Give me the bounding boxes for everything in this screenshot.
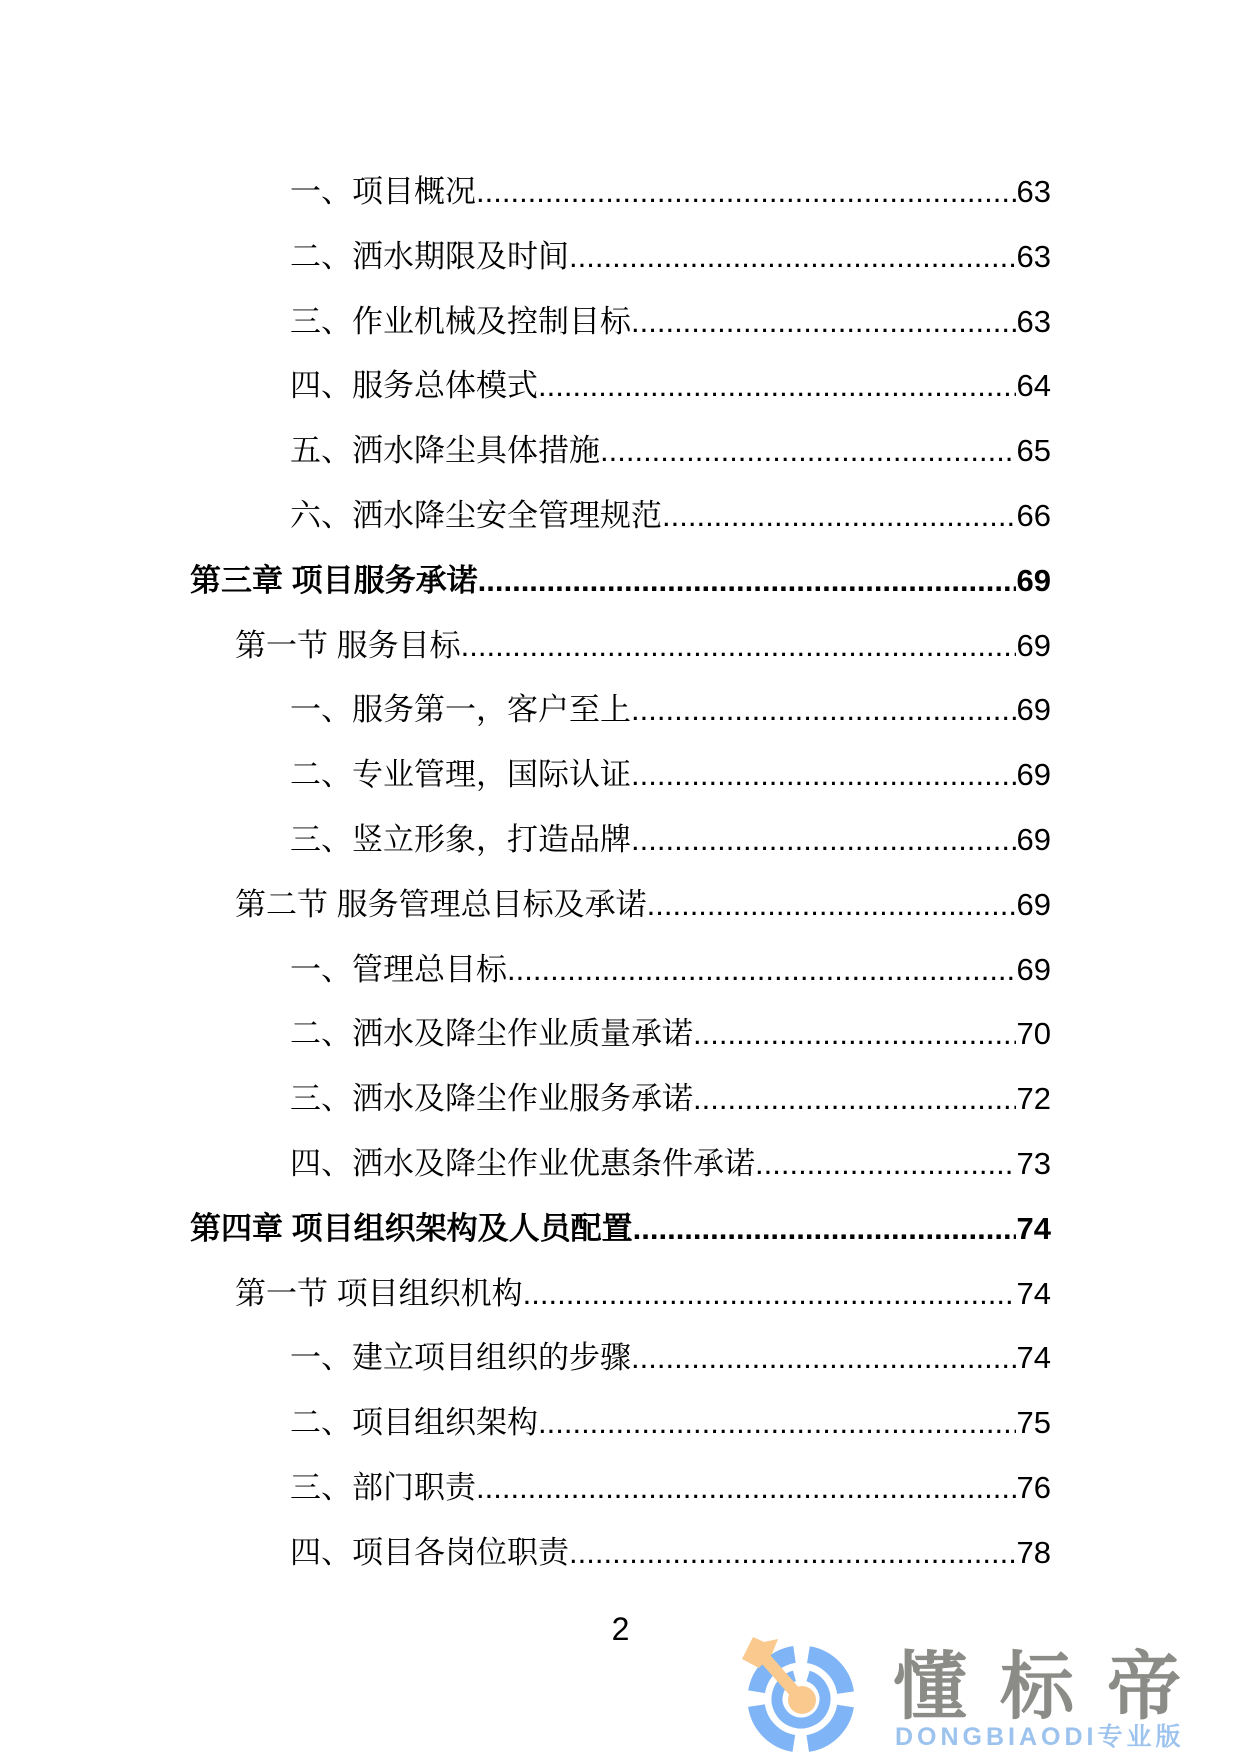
toc-entry-label: 第四章 项目组织架构及人员配置 (190, 1210, 633, 1246)
toc-entry-page: 69 (1016, 951, 1051, 987)
toc-leader-dots (538, 1391, 1016, 1456)
toc-entry-page: 65 (1016, 433, 1051, 469)
toc-entry-label: 三、作业机械及控制目标 (290, 303, 631, 339)
toc-leader-dots (693, 1067, 1016, 1132)
toc-entry-page: 66 (1016, 497, 1051, 533)
toc-leader-dots (693, 1002, 1016, 1067)
toc-entry[interactable] (190, 1456, 1051, 1521)
toc-leader-dots (569, 225, 1016, 290)
toc-entry[interactable] (190, 743, 1051, 808)
toc-entry[interactable] (190, 1002, 1051, 1067)
toc-entry[interactable] (190, 1197, 1051, 1262)
toc-entry-label: 六、洒水降尘安全管理规范 (290, 497, 662, 533)
page-number: 2 (611, 1611, 630, 1647)
toc-leader-dots (631, 743, 1016, 808)
toc-entry-label: 二、项目组织架构 (290, 1405, 538, 1441)
toc-leader-dots (755, 1132, 1016, 1197)
toc-leader-dots (631, 290, 1016, 355)
toc-leader-dots (523, 1262, 1016, 1327)
toc-entry[interactable] (190, 1132, 1051, 1197)
toc-entry-label: 三、部门职责 (290, 1469, 476, 1505)
toc-entry[interactable] (190, 290, 1051, 355)
toc-entry-label: 第一节 服务目标 (235, 627, 461, 663)
toc-entry-page: 76 (1016, 1469, 1051, 1505)
toc-leader-dots (507, 938, 1016, 1003)
toc-entry-page: 63 (1016, 303, 1051, 339)
toc-entry[interactable] (190, 1521, 1051, 1586)
toc-leader-dots (633, 1197, 1016, 1262)
toc-entry-label: 三、洒水及降尘作业服务承诺 (290, 1081, 693, 1117)
toc-entry-page: 69 (1016, 757, 1051, 793)
toc-entry[interactable] (190, 354, 1051, 419)
toc-entry-page: 78 (1016, 1534, 1051, 1570)
toc-entry[interactable] (190, 1391, 1051, 1456)
toc-entry-label: 一、服务第一，客户至上 (290, 692, 631, 728)
toc-leader-dots (461, 614, 1016, 679)
toc-entry-page: 74 (1016, 1210, 1051, 1246)
toc-entry-page: 69 (1016, 627, 1051, 663)
table-of-contents (190, 160, 1051, 1586)
toc-entry-label: 第三章 项目服务承诺 (190, 562, 478, 598)
toc-entry-page: 63 (1016, 238, 1051, 274)
toc-entry-page: 73 (1016, 1145, 1051, 1181)
toc-leader-dots (647, 873, 1016, 938)
toc-entry-label: 二、洒水期限及时间 (290, 238, 569, 274)
toc-entry[interactable] (190, 225, 1051, 290)
toc-entry[interactable] (190, 614, 1051, 679)
toc-entry-page: 74 (1016, 1275, 1051, 1311)
toc-entry-page: 69 (1016, 692, 1051, 728)
watermark-subtitle: DONGBIAODI专业版 (895, 1723, 1185, 1751)
toc-entry-label: 二、专业管理，国际认证 (290, 757, 631, 793)
toc-entry[interactable] (190, 808, 1051, 873)
toc-entry-label: 一、管理总目标 (290, 951, 507, 987)
toc-entry-page: 74 (1016, 1340, 1051, 1376)
toc-entry-page: 69 (1016, 886, 1051, 922)
toc-entry[interactable] (190, 1067, 1051, 1132)
toc-entry-label: 一、建立项目组织的步骤 (290, 1340, 631, 1376)
toc-leader-dots (476, 1456, 1016, 1521)
toc-entry-label: 一、项目概况 (290, 174, 476, 209)
toc-entry-page: 64 (1016, 368, 1051, 404)
toc-leader-dots (631, 678, 1016, 743)
toc-leader-dots (631, 808, 1016, 873)
toc-entry-label: 第一节 项目组织机构 (235, 1275, 523, 1311)
toc-entry-label: 三、竖立形象，打造品牌 (290, 821, 631, 857)
watermark-title: 懂标帝 (893, 1645, 1214, 1728)
toc-entry[interactable] (190, 1326, 1051, 1391)
toc-entry[interactable] (190, 873, 1051, 938)
toc-entry-page: 70 (1016, 1016, 1051, 1052)
toc-entry-page: 72 (1016, 1081, 1051, 1117)
toc-entry-label: 五、洒水降尘具体措施 (290, 433, 600, 469)
toc-entry[interactable] (190, 1262, 1051, 1327)
toc-entry-label: 四、服务总体模式 (290, 368, 538, 404)
toc-leader-dots (569, 1521, 1016, 1586)
toc-entry[interactable] (190, 549, 1051, 614)
toc-entry[interactable] (190, 160, 1051, 225)
toc-entry-page: 69 (1016, 821, 1051, 857)
toc-leader-dots (662, 484, 1016, 549)
toc-entry-page: 69 (1016, 562, 1051, 598)
toc-entry[interactable] (190, 938, 1051, 1003)
toc-entry[interactable] (190, 484, 1051, 549)
toc-entry-page: 75 (1016, 1405, 1051, 1441)
toc-entry-page: 63 (1016, 174, 1051, 209)
toc-entry-label: 四、项目各岗位职责 (290, 1534, 569, 1570)
toc-leader-dots (631, 1326, 1016, 1391)
toc-leader-dots (476, 160, 1016, 225)
toc-entry-label: 二、洒水及降尘作业质量承诺 (290, 1016, 693, 1052)
toc-leader-dots (600, 419, 1016, 484)
toc-entry[interactable] (190, 419, 1051, 484)
toc-entry-label: 四、洒水及降尘作业优惠条件承诺 (290, 1145, 755, 1181)
toc-entry[interactable] (190, 678, 1051, 743)
toc-leader-dots (538, 354, 1016, 419)
toc-entry-label: 第二节 服务管理总目标及承诺 (235, 886, 647, 922)
toc-leader-dots (478, 549, 1016, 614)
